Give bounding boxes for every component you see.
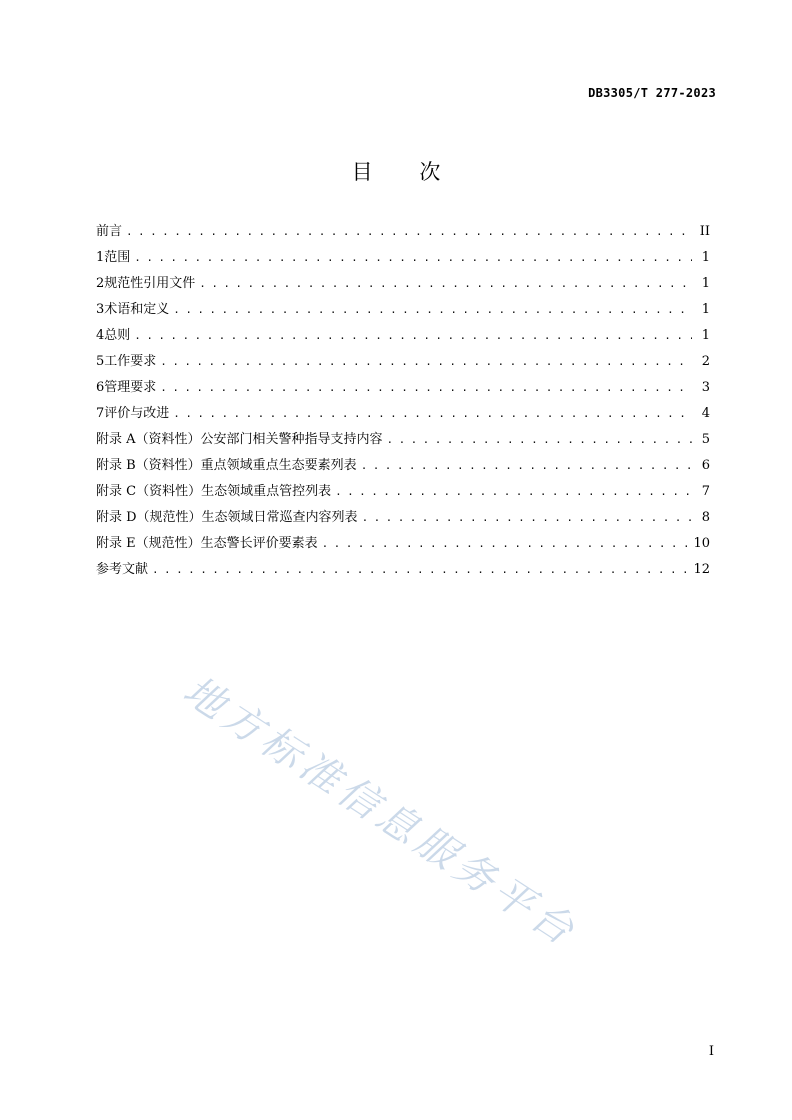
toc-dot-leader <box>362 508 692 528</box>
toc-entry-title: 附录 D（规范性）生态领域日常巡查内容列表 <box>96 510 358 525</box>
toc-entry-number: 1 <box>96 250 105 265</box>
toc-dot-leader <box>173 404 692 424</box>
toc-dot-leader <box>134 248 692 268</box>
toc-entry-title: 管理要求 <box>104 380 157 395</box>
toc-entry[interactable] <box>96 352 710 378</box>
toc-entry-page: 7 <box>701 484 710 499</box>
toc-entry-page: 1 <box>701 328 710 343</box>
toc-entry-page: 12 <box>693 562 710 577</box>
toc-entry-page: 10 <box>693 536 710 551</box>
page-number: I <box>708 1044 714 1059</box>
toc-entry-number: 3 <box>96 302 105 317</box>
toc-entry-title: 附录 B（资料性）重点领域重点生态要素列表 <box>96 458 357 473</box>
toc-entry[interactable] <box>96 430 710 456</box>
toc-entry-number: 4 <box>96 328 105 343</box>
toc-entry[interactable] <box>96 482 710 508</box>
toc-entry-title: 附录 A（资料性）公安部门相关警种指导支持内容 <box>96 432 383 447</box>
toc-entry-title: 附录 C（资料性）生态领域重点管控列表 <box>96 484 332 499</box>
toc-entry-number: 6 <box>96 380 105 395</box>
toc-dot-leader <box>160 352 692 372</box>
toc-entry-page: 1 <box>701 250 710 265</box>
toc-entry-title: 前言 <box>96 224 123 239</box>
toc-entry-title: 术语和定义 <box>104 302 170 317</box>
toc-entry-page: 6 <box>701 458 710 473</box>
toc-entry[interactable] <box>96 274 710 300</box>
page-title: 目 次 <box>351 160 461 184</box>
toc-entry-title: 规范性引用文件 <box>104 276 196 291</box>
toc-entry[interactable] <box>96 378 710 404</box>
toc-entry-page: 1 <box>701 276 710 291</box>
toc-entry-number: 7 <box>96 406 105 421</box>
toc-entry[interactable] <box>96 456 710 482</box>
toc-entry[interactable] <box>96 300 710 326</box>
toc-entry-page: 8 <box>701 510 710 525</box>
toc-entry-title: 附录 E（规范性）生态警长评价要素表 <box>96 536 318 551</box>
table-of-contents <box>96 222 710 586</box>
toc-entry-page: 2 <box>701 354 710 369</box>
toc-dot-leader <box>160 378 692 398</box>
toc-entry-page: 3 <box>701 380 710 395</box>
toc-dot-leader <box>152 560 689 580</box>
toc-entry-number: 2 <box>96 276 105 291</box>
toc-entry-page: 1 <box>701 302 710 317</box>
toc-entry-title: 参考文献 <box>96 562 149 577</box>
toc-entry[interactable] <box>96 248 710 274</box>
toc-entry-title: 工作要求 <box>104 354 157 369</box>
toc-dot-leader <box>173 300 692 320</box>
toc-entry[interactable] <box>96 222 710 248</box>
watermark: 地方标准信息服务平台 <box>175 667 586 957</box>
toc-entry-page: 5 <box>701 432 710 447</box>
toc-entry-title: 范围 <box>104 250 131 265</box>
toc-dot-leader <box>361 456 692 476</box>
toc-entry[interactable] <box>96 560 710 586</box>
toc-dot-leader <box>199 274 692 294</box>
toc-entry[interactable] <box>96 508 710 534</box>
toc-dot-leader <box>126 222 692 242</box>
toc-dot-leader <box>134 326 692 346</box>
toc-dot-leader <box>322 534 690 554</box>
toc-entry[interactable] <box>96 534 710 560</box>
toc-entry[interactable] <box>96 404 710 430</box>
toc-entry-title: 总则 <box>104 328 131 343</box>
toc-dot-leader <box>335 482 692 502</box>
toc-entry-page: 4 <box>701 406 710 421</box>
toc-dot-leader <box>387 430 692 450</box>
toc-entry-number: 5 <box>96 354 105 369</box>
toc-entry[interactable] <box>96 326 710 352</box>
toc-entry-title: 评价与改进 <box>104 406 170 421</box>
toc-entry-page: II <box>699 224 710 239</box>
doc-code: DB3305/T 277-2023 <box>588 86 716 100</box>
